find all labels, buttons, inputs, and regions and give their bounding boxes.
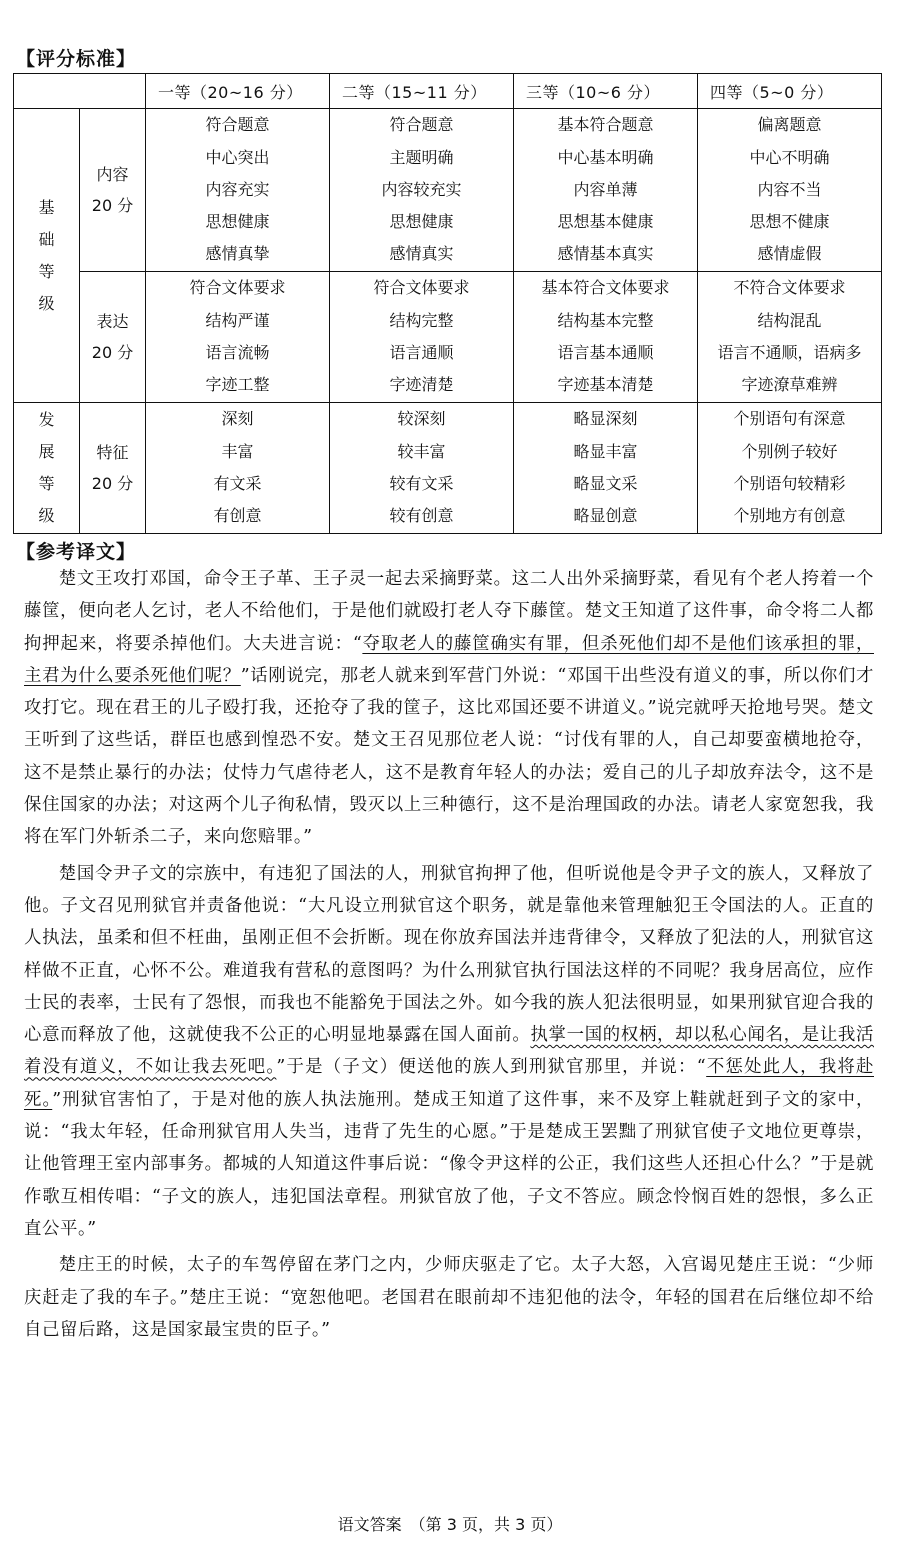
criterion: 感情基本真实 xyxy=(557,244,654,264)
criterion: 思想健康 xyxy=(205,212,270,232)
criterion: 中心基本明确 xyxy=(557,147,654,167)
criterion: 个别语句较精彩 xyxy=(733,474,846,493)
criterion: 结构基本完整 xyxy=(557,310,654,330)
content-grade-4 xyxy=(698,109,882,272)
criterion: 较深刻 xyxy=(397,409,446,429)
translation-title: 【参考译文】 xyxy=(16,541,137,563)
criterion: 感情真实 xyxy=(389,244,454,264)
rubric-header-row xyxy=(14,74,882,109)
criterion: 内容较充实 xyxy=(381,179,462,199)
criterion: 感情真挚 xyxy=(205,244,270,264)
criterion: 字迹工整 xyxy=(205,375,270,395)
underlined-key-sentence: 夺取老人的藤筐确实有罪，但杀死他们却不是他们该承担的罪，主君为什么要杀死他们呢？ xyxy=(24,633,874,686)
translation-paragraph-3 xyxy=(24,1249,874,1346)
criterion: 较有创意 xyxy=(389,506,454,526)
expression-grade-1 xyxy=(146,272,330,403)
rubric-header-blank xyxy=(14,74,146,109)
basic-label-char: 等 xyxy=(38,261,55,281)
expression-grade-3 xyxy=(514,272,698,403)
criterion: 中心突出 xyxy=(205,147,270,167)
criterion: 主题明确 xyxy=(389,147,454,167)
criterion: 内容单薄 xyxy=(573,179,638,199)
feature-grade-3 xyxy=(514,403,698,534)
content-label-score: 20 分 xyxy=(91,196,134,215)
criterion: 较有文采 xyxy=(389,474,454,493)
criterion: 结构完整 xyxy=(389,310,454,330)
criterion: 不符合文体要求 xyxy=(733,278,846,298)
text-span: 楚国令尹子文的宗族中，有违犯了国法的人，刑狱官拘押了他，但听说他是令尹子文的族人，又释放了他。子文召见刑狱官并责备他说：“大凡设立刑狱官这个职务，就是靠他来管理触犯王令国法的人。正直的人执法，虽柔和但不枉曲，虽刚正但不会折断。现在你放弃国法并违背律令，又释放了犯法的人，刑狱官这样做不正直，心怀不公。难道我有营私的意图吗？为什么刑狱官执行国法这样的不同呢？我身居高位，应作士民的表率，士民有了怨恨，而我也不能豁免于国法之外。如今我的族人犯法很明显，如果刑狱官迎合我的心意而释放了他，这就使我不公正的心明显地暴露在国人面前。 xyxy=(24,863,874,1046)
criterion: 丰富 xyxy=(221,441,254,461)
reference-translation xyxy=(24,563,874,1346)
criterion: 思想不健康 xyxy=(749,212,830,232)
criterion: 略显丰富 xyxy=(573,441,638,461)
expression-label xyxy=(80,272,146,403)
text-span: ”刑狱官害怕了，于是对他的族人执法施刑。楚成王知道了这件事，来不及穿上鞋就赶到子文的家中，说：“我太年轻，任命刑狱官用人失当，违背了先生的心愿。”于是楚成王罢黜了刑狱官使子文地位更尊崇，让他管理王室内部事务。都城的人知道这件事后说：“像令尹这样的公正，我们这些人还担心什么？”于是就作歌互相传唱：“子文的族人，违犯国法章程。刑狱官放了他，子文不答应。顾念怜悯百姓的怨恨，多么正直公平。” xyxy=(24,1089,874,1239)
criterion: 略显文采 xyxy=(573,474,638,493)
criterion: 中心不明确 xyxy=(749,147,830,167)
rubric-title: 【评分标准】 xyxy=(16,48,137,70)
content-grade-2 xyxy=(330,109,514,272)
criterion: 思想基本健康 xyxy=(557,212,654,232)
text-span: ”话刚说完，那老人就来到军营门外说：“邓国干出些没有道义的事，所以你们才攻打它。现在君王的儿子殴打我，还抢夺了我的筐子，这比邓国还要不讲道义。”说完就呼天抢地号哭。楚文王听到了这些话，群臣也感到惶恐不安。楚文王召见那位老人说：“讨伐有罪的人，自己却要蛮横地抢夺，这不是禁止暴行的办法；仗恃力气虐待老人，这不是教育年轻人的办法；爱自己的儿子却放弃法令，这不是保住国家的办法；对这两个儿子徇私情，毁灭以上三种德行，这不是治理国政的办法。请老人家宽恕我，我将在军门外斩杀二子，来向您赔罪。” xyxy=(24,665,875,848)
text-span: 楚庄王的时候，太子的车驾停留在茅门之内，少师庆驱走了它。太子大怒，入宫谒见楚庄王说：“少师庆赶走了我的车子。”楚庄王说：“宽恕他吧。老国君在眼前却不违犯他的法令，年轻的国君在后继位却不给自己留后路，这是国家最宝贵的臣子。” xyxy=(24,1255,874,1340)
dev-label-char: 等 xyxy=(38,474,55,493)
expression-grade-2 xyxy=(330,272,514,403)
criterion: 略显深刻 xyxy=(573,409,638,429)
criterion: 符合题意 xyxy=(389,115,454,135)
wavy-underlined-sentence: 执掌一国的权柄，却以私心闻名，是让我活着没有道义，不如让我去死吧。 xyxy=(24,1025,874,1078)
criterion: 有文采 xyxy=(213,474,262,493)
dev-label-char: 发 xyxy=(38,410,55,429)
rubric-row-expression xyxy=(14,272,882,403)
expression-label-score: 20 分 xyxy=(91,343,134,362)
text-span: 楚文王攻打邓国，命令王子革、王子灵一起去采摘野菜。这二人出外采摘野菜，看见有个老人挎着一个藤筐，便向老人乞讨，老人不给他们，于是他们就殴打老人夺下藤筐。楚文王知道了这件事，命令将二人都拘押起来，将要杀掉他们。大夫进言说：“ xyxy=(24,569,874,654)
criterion: 有创意 xyxy=(213,506,262,526)
criterion: 字迹潦草难辨 xyxy=(741,375,838,395)
criterion: 符合题意 xyxy=(205,115,270,135)
content-grade-3 xyxy=(514,109,698,272)
criterion: 语言流畅 xyxy=(205,343,270,362)
criterion: 内容不当 xyxy=(757,179,822,199)
criterion: 符合文体要求 xyxy=(189,278,286,298)
criterion: 感情虚假 xyxy=(757,244,822,264)
content-grade-1 xyxy=(146,109,330,272)
translation-paragraph-2 xyxy=(24,858,874,1246)
criterion: 语言通顺 xyxy=(389,343,454,362)
dev-label-char: 展 xyxy=(38,442,55,461)
scoring-rubric-table xyxy=(13,73,882,534)
criterion: 字迹基本清楚 xyxy=(557,375,654,395)
criterion: 深刻 xyxy=(221,409,254,429)
rubric-header-grade-4: 四等（5~0 分） xyxy=(698,74,882,109)
feature-grade-2 xyxy=(330,403,514,534)
basic-level-label xyxy=(14,109,80,403)
basic-label-char: 级 xyxy=(38,293,55,313)
criterion: 符合文体要求 xyxy=(373,278,470,298)
page-footer: 语文答案 （第 3 页，共 3 页） xyxy=(337,1515,563,1534)
criterion: 内容充实 xyxy=(205,179,270,199)
feature-grade-4 xyxy=(698,403,882,534)
rubric-header-grade-2: 二等（15~11 分） xyxy=(330,74,514,109)
criterion: 思想健康 xyxy=(389,212,454,232)
basic-label-char: 础 xyxy=(38,229,55,249)
feature-label xyxy=(80,403,146,534)
dev-label-char: 级 xyxy=(38,506,55,525)
feature-label-name: 特征 xyxy=(96,443,129,462)
content-label-name: 内容 xyxy=(96,165,129,184)
criterion: 字迹清楚 xyxy=(389,375,454,395)
criterion: 结构混乱 xyxy=(757,310,822,330)
criterion: 个别语句有深意 xyxy=(733,409,846,429)
criterion: 偏离题意 xyxy=(757,115,822,135)
text-span: ”于是（子文）便送他的族人到刑狱官那里，并说：“ xyxy=(276,1057,707,1078)
development-level-label xyxy=(14,403,80,534)
rubric-row-feature xyxy=(14,403,882,534)
expression-grade-4 xyxy=(698,272,882,403)
basic-label-char: 基 xyxy=(38,197,55,217)
underlined-key-sentence: 不惩处此人，我将赴死。 xyxy=(24,1057,874,1110)
criterion: 语言不通顺，语病多 xyxy=(717,343,862,362)
rubric-row-content xyxy=(14,109,882,272)
criterion: 基本符合文体要求 xyxy=(541,278,670,298)
criterion: 语言基本通顺 xyxy=(557,343,654,362)
expression-label-name: 表达 xyxy=(96,312,129,331)
criterion: 略显创意 xyxy=(573,506,638,526)
rubric-header-grade-1: 一等（20~16 分） xyxy=(146,74,330,109)
translation-paragraph-1 xyxy=(24,563,874,854)
feature-label-score: 20 分 xyxy=(91,474,134,493)
feature-grade-1 xyxy=(146,403,330,534)
content-label xyxy=(80,109,146,272)
criterion: 个别地方有创意 xyxy=(733,506,846,526)
criterion: 较丰富 xyxy=(397,441,446,461)
criterion: 个别例子较好 xyxy=(741,441,838,461)
criterion: 基本符合题意 xyxy=(557,115,654,135)
rubric-header-grade-3: 三等（10~6 分） xyxy=(514,74,698,109)
criterion: 结构严谨 xyxy=(205,310,270,330)
